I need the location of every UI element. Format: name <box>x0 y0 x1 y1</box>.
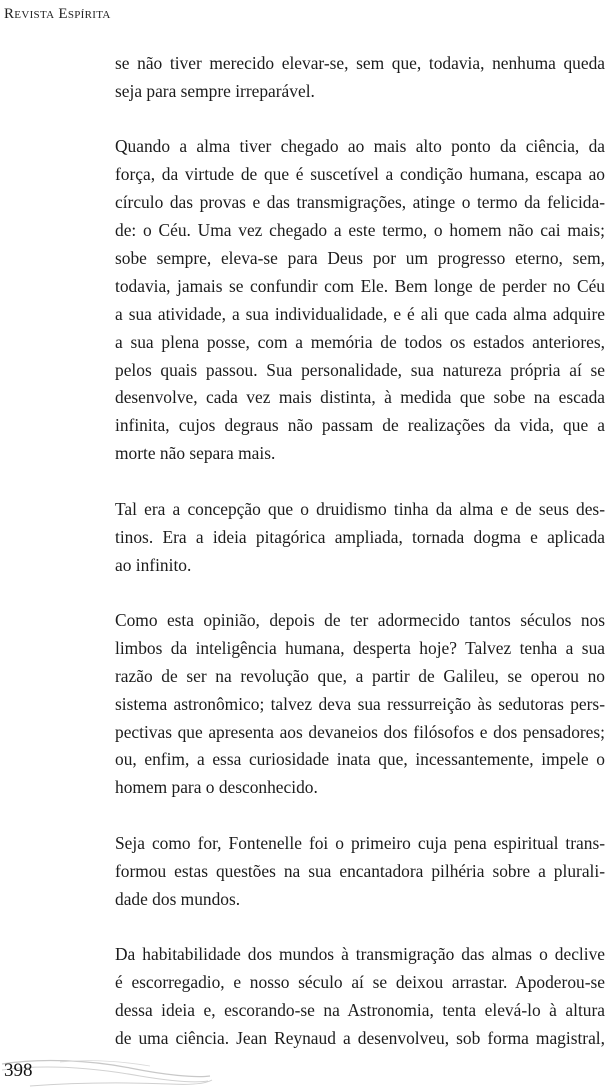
paragraph <box>115 496 605 580</box>
paragraph <box>115 830 605 914</box>
text-line: formou estas questões na sua encantadora pilhéria sobre a plurali- <box>115 860 605 881</box>
text-line: dessa ideia e, escorando-se na Astronomia, tenta elevá-lo à altura <box>115 999 605 1020</box>
text-line: infinita, cujos degraus não passam de realizações da vida, que a <box>115 415 605 436</box>
page-number: 398 <box>4 1060 33 1081</box>
text-line: sistema astronômico; talvez deva sua ressurreição às sedutoras pers- <box>115 693 605 714</box>
text-line: Quando a alma tiver chegado ao mais alto ponto da ciência, da <box>115 136 605 157</box>
text-line: todavia, jamais se confundir com Ele. Bem longe de perder no Céu <box>115 275 605 296</box>
text-line: sobe sempre, eleva-se para Deus por um progresso eterno, sem, <box>115 247 605 268</box>
text-line: ou, enfim, a essa curiosidade inata que, incessantemente, impele o <box>115 749 605 770</box>
paragraph <box>115 607 605 802</box>
text-line: dade dos mundos. <box>115 888 241 909</box>
text-line: limbos da inteligência humana, desperta hoje? Talvez tenha a sua <box>115 637 605 658</box>
paragraph <box>115 50 605 106</box>
text-line: é escorregadio, e nosso século aí se deixou arrastar. Apoderou-se <box>115 971 605 992</box>
text-line: pelos quais passou. Sua personalidade, sua natureza própria aí se <box>115 359 605 380</box>
text-line: razão de ser na revolução que, a partir de Galileu, se operou no <box>115 665 605 686</box>
text-line: Como esta opinião, depois de ter adormecido tantos séculos nos <box>115 609 605 630</box>
text-line: Da habitabilidade dos mundos à transmigração das almas o declive <box>115 943 605 964</box>
page-body <box>115 50 605 1053</box>
text-line: círculo das provas e das transmigrações, atinge o termo da felicida- <box>115 192 605 213</box>
text-line: a sua atividade, a sua individualidade, e é ali que cada alma adquire <box>115 303 605 324</box>
text-line: a sua plena posse, com a memória de todos os estados anteriores, <box>115 331 605 352</box>
text-line: Tal era a concepção que o druidismo tinha da alma e de seus des- <box>115 498 605 519</box>
text-line: força, da virtude de que é suscetível a condição humana, escapa ao <box>115 164 605 185</box>
text-line: se não tiver merecido elevar-se, sem que, todavia, nenhuma queda <box>115 53 605 73</box>
swoosh-ornament-icon <box>0 1056 220 1089</box>
running-title: Revista Espírita <box>4 6 111 22</box>
text-line: de uma ciência. Jean Reynaud a desenvolveu, sob forma magistral, <box>115 1027 605 1048</box>
text-line: Seja como for, Fontenelle foi o primeiro cuja pena espiritual trans- <box>115 832 605 853</box>
text-line: ao infinito. <box>115 554 192 575</box>
paragraph <box>115 941 605 1053</box>
text-line: tinos. Era a ideia pitagórica ampliada, tornada dogma e aplicada <box>115 526 605 547</box>
text-line: de: o Céu. Uma vez chegado a este termo, o homem não cai mais; <box>115 220 605 241</box>
paragraph <box>115 133 605 468</box>
text-line: seja para sempre irreparável. <box>115 80 315 101</box>
text-line: homem para o desconhecido. <box>115 777 318 798</box>
text-line: morte não separa mais. <box>115 443 276 464</box>
text-line: pectivas que apresenta aos devaneios dos filósofos e dos pensadores; <box>115 721 605 742</box>
text-line: desenvolve, cada vez mais distinta, à medida que sobe na escada <box>115 387 605 408</box>
